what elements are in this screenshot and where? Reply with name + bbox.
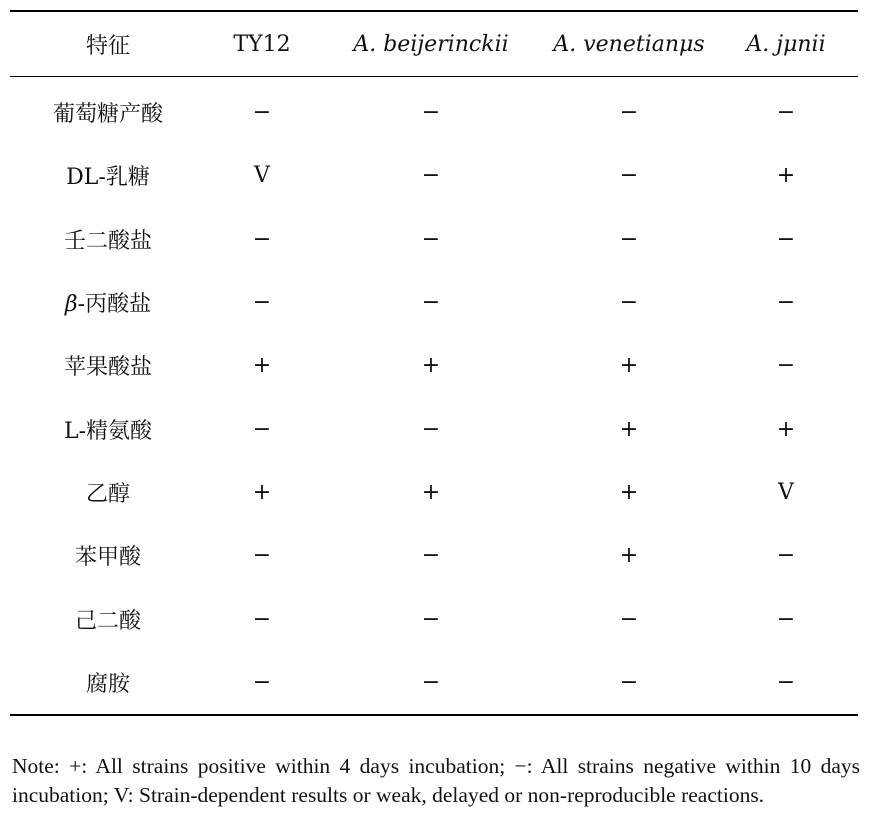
table-note: Note: +: All strains positive within 4 days incubation; −: All strains negative within 10 days incubation; V: Strain-dependent results or weak, delayed or non-reproducible reactions. xyxy=(12,753,860,807)
feature-cell: 苹果酸盐 xyxy=(63,355,152,381)
beijerinckii-cell: + xyxy=(421,353,441,379)
ty12-cell: − xyxy=(252,100,272,126)
beijerinckii-cell: − xyxy=(421,100,441,126)
table-row xyxy=(10,461,858,524)
feature-cell: 己二酸 xyxy=(74,608,141,634)
table-row xyxy=(10,524,858,587)
feature-greek-prefix: β xyxy=(64,292,78,318)
table-header-row xyxy=(10,11,858,77)
ty12-cell: − xyxy=(252,290,272,316)
beijerinckii-cell: − xyxy=(421,416,441,442)
table-row xyxy=(10,144,858,207)
header-ty12: TY12 xyxy=(206,11,318,77)
junii-cell: V xyxy=(778,479,794,505)
junii-cell: − xyxy=(776,100,796,126)
feature-cell: 腐胺 xyxy=(10,651,206,715)
junii-cell: − xyxy=(714,651,858,715)
venetianus-cell: − xyxy=(619,290,639,316)
ty12-cell: + xyxy=(252,353,272,379)
feature-cell: 葡萄糖产酸 xyxy=(52,102,163,128)
venetianus-cell: + xyxy=(619,416,639,442)
header-feature: 特征 xyxy=(10,11,206,77)
feature-cell xyxy=(10,271,206,334)
venetianus-cell: + xyxy=(619,479,639,505)
junii-cell: − xyxy=(776,543,796,569)
ty12-cell: − xyxy=(206,651,318,715)
ty12-cell: V xyxy=(254,163,270,189)
junii-cell: + xyxy=(776,416,796,442)
feature-cell: DL-乳糖 xyxy=(66,165,150,191)
header-beijerinckii: A. beijerinckii xyxy=(318,11,544,77)
beijerinckii-cell: + xyxy=(421,479,441,505)
table-row xyxy=(10,334,858,397)
feature-cell: 乙醇 xyxy=(85,481,130,507)
feature-cell: L-精氨酸 xyxy=(63,418,153,444)
header-junii: A. jμnii xyxy=(714,11,858,77)
beijerinckii-cell: − xyxy=(421,226,441,252)
venetianus-cell: − xyxy=(619,606,639,632)
venetianus-cell: − xyxy=(544,651,714,715)
junii-cell: − xyxy=(776,226,796,252)
junii-cell: + xyxy=(776,163,796,189)
beijerinckii-cell: − xyxy=(318,651,544,715)
comparison-table xyxy=(10,10,858,716)
table-row xyxy=(10,651,858,715)
venetianus-cell: + xyxy=(619,543,639,569)
venetianus-cell: − xyxy=(619,100,639,126)
ty12-cell: − xyxy=(252,226,272,252)
feature-text: -丙酸盐 xyxy=(77,292,152,318)
table-row xyxy=(10,208,858,271)
beijerinckii-cell: − xyxy=(421,543,441,569)
ty12-cell: − xyxy=(252,606,272,632)
table-row xyxy=(10,587,858,650)
beijerinckii-cell: − xyxy=(421,163,441,189)
junii-cell: − xyxy=(776,606,796,632)
header-venetianus: A. venetianμs xyxy=(544,11,714,77)
beijerinckii-cell: − xyxy=(421,290,441,316)
venetianus-cell: + xyxy=(619,353,639,379)
junii-cell: − xyxy=(776,290,796,316)
table-row xyxy=(10,271,858,334)
ty12-cell: + xyxy=(252,479,272,505)
feature-cell: 壬二酸盐 xyxy=(63,228,152,254)
table-row xyxy=(10,397,858,460)
venetianus-cell: − xyxy=(619,163,639,189)
table-row xyxy=(10,77,858,145)
beijerinckii-cell: − xyxy=(421,606,441,632)
venetianus-cell: − xyxy=(619,226,639,252)
feature-cell: 苯甲酸 xyxy=(74,545,141,571)
junii-cell: − xyxy=(776,353,796,379)
ty12-cell: − xyxy=(252,543,272,569)
ty12-cell: − xyxy=(252,416,272,442)
